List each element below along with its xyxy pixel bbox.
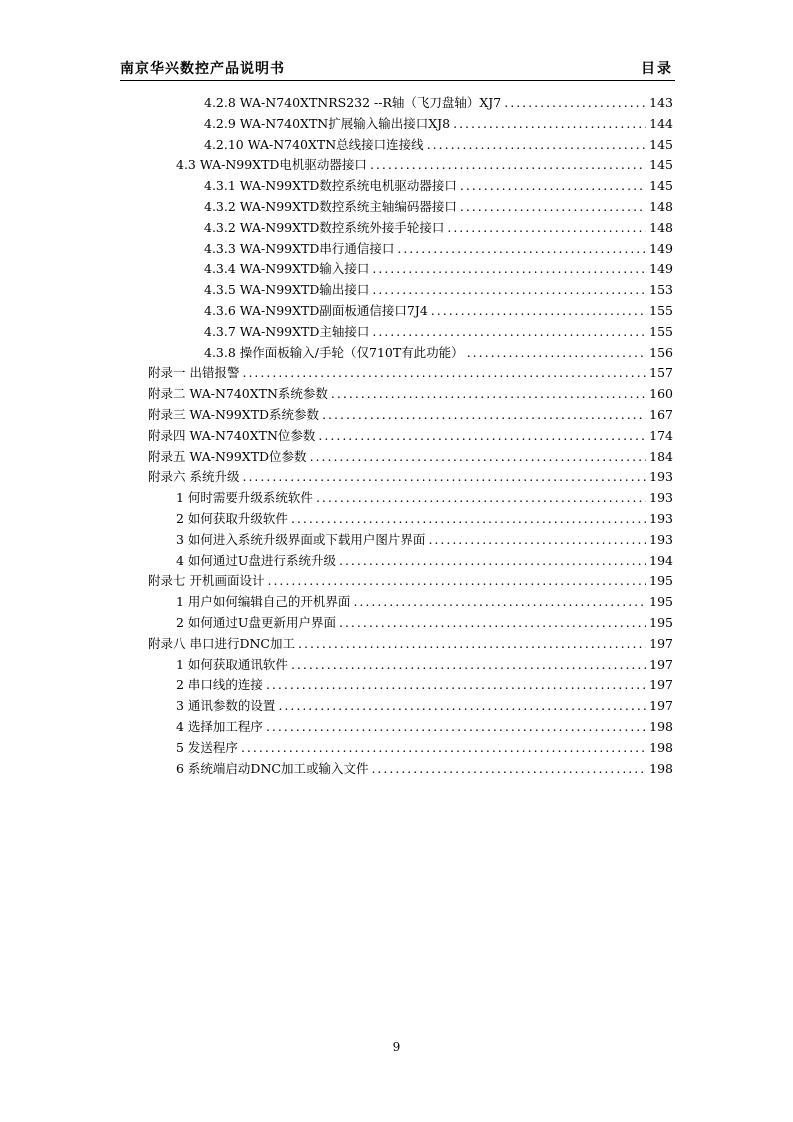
toc-dot-leader	[310, 447, 647, 467]
toc-entry-title: 3 如何进入系统升级界面或下载用户图片界面	[176, 531, 426, 547]
toc-entry[interactable]	[204, 280, 673, 300]
toc-dot-leader	[397, 239, 646, 259]
toc-entry[interactable]	[176, 655, 673, 675]
toc-dot-leader	[431, 301, 646, 321]
page-header	[120, 58, 675, 81]
toc-entry-page: 198	[649, 719, 673, 734]
toc-entry-title: 2 串口线的连接	[176, 677, 263, 693]
toc-dot-leader	[428, 530, 646, 550]
toc-entry[interactable]	[148, 363, 673, 383]
toc-entry-title: 4.3.2 WA-N99XTD数控系统外接手轮接口	[204, 219, 445, 235]
toc-entry-page: 195	[649, 594, 673, 610]
toc-entry[interactable]	[204, 239, 673, 259]
toc-entry-page: 155	[649, 303, 673, 318]
toc-entry-title: 4.2.10 WA-N740XTN总线接口连接线	[204, 136, 424, 152]
toc-entry-page: 197	[649, 698, 673, 714]
toc-dot-leader	[241, 738, 646, 758]
toc-entry-page: 193	[649, 511, 673, 526]
toc-entry-title: 4.3.6 WA-N99XTD副面板通信接口7J4	[204, 303, 428, 318]
toc-entry-page: 197	[649, 656, 673, 672]
toc-entry-title: 4.2.8 WA-N740XTNRS232 --R轴（飞刀盘轴）XJ7	[204, 95, 502, 110]
toc-entry[interactable]	[148, 447, 673, 467]
toc-entry-page: 195	[649, 615, 673, 630]
toc-dot-leader	[267, 571, 646, 591]
toc-entry-title: 附录六 系统升级	[148, 469, 240, 485]
toc-dot-leader	[372, 259, 646, 279]
toc-dot-leader	[298, 634, 646, 654]
toc-dot-leader	[467, 343, 646, 363]
toc-entry-page: 160	[649, 386, 673, 402]
toc-entry[interactable]	[204, 197, 673, 217]
toc-entry[interactable]	[148, 467, 673, 487]
toc-entry-title: 4.3.3 WA-N99XTD串行通信接口	[204, 240, 395, 256]
toc-entry-page: 144	[649, 115, 673, 131]
toc-entry-page: 167	[649, 407, 673, 422]
toc-entry-page: 149	[649, 240, 673, 256]
page-number: 9	[392, 1040, 401, 1054]
toc-entry-title: 4.3.1 WA-N99XTD数控系统电机驱动器接口	[204, 178, 457, 194]
toc-entry[interactable]	[204, 176, 673, 196]
toc-entry[interactable]	[176, 759, 673, 779]
toc-entry-title: 附录四 WA-N740XTN位参数	[148, 427, 316, 443]
toc-entry-title: 2 如何获取升级软件	[176, 511, 288, 526]
toc-entry[interactable]	[176, 155, 673, 175]
toc-entry[interactable]	[176, 675, 673, 695]
toc-dot-leader	[460, 176, 646, 196]
toc-dot-leader	[266, 717, 646, 737]
toc-entry-page: 148	[649, 199, 673, 214]
toc-entry-page: 149	[649, 261, 673, 277]
toc-dot-leader	[372, 280, 646, 300]
toc-entry[interactable]	[204, 93, 673, 113]
toc-entry-title: 4.3.5 WA-N99XTD输出接口	[204, 282, 370, 298]
toc-dot-leader	[339, 551, 646, 571]
toc-dot-leader	[242, 363, 646, 383]
toc-entry[interactable]	[148, 571, 673, 591]
toc-entry-page: 197	[649, 635, 673, 651]
toc-entry[interactable]	[176, 696, 673, 716]
toc-dot-leader	[291, 655, 646, 675]
toc-entry-page: 198	[649, 760, 673, 776]
toc-dot-leader	[242, 467, 646, 487]
toc-dot-leader	[371, 759, 646, 779]
toc-dot-leader	[339, 613, 646, 633]
toc-entry-page: 155	[649, 323, 673, 339]
toc-entry-title: 4.3 WA-N99XTD电机驱动器接口	[176, 157, 367, 173]
document-title: 南京华兴数控产品说明书	[120, 61, 285, 77]
toc-entry[interactable]	[176, 509, 673, 529]
toc-entry-title: 1 如何获取通讯软件	[176, 656, 288, 672]
toc-entry[interactable]	[176, 592, 673, 612]
toc-entry-title: 6 系统端启动DNC加工或输入文件	[176, 760, 369, 776]
toc-entry-page: 145	[649, 178, 673, 194]
toc-entry[interactable]	[148, 405, 673, 425]
toc-entry-page: 156	[649, 344, 673, 360]
toc-entry-title: 4.3.2 WA-N99XTD数控系统主轴编码器接口	[204, 199, 457, 214]
toc-dot-leader	[504, 93, 646, 113]
toc-entry-title: 1 用户如何编辑自己的开机界面	[176, 594, 351, 610]
toc-entry-page: 198	[649, 739, 673, 755]
toc-dot-leader	[453, 114, 646, 134]
toc-entry[interactable]	[148, 384, 673, 404]
toc-entry-page: 148	[649, 219, 673, 235]
toc-entry-title: 3 通讯参数的设置	[176, 698, 276, 714]
toc-entry-title: 5 发送程序	[176, 739, 238, 755]
toc-entry[interactable]	[176, 488, 673, 508]
toc-dot-leader	[370, 155, 646, 175]
toc-dot-leader	[460, 197, 646, 217]
toc-entry-page: 193	[649, 531, 673, 547]
toc-entry[interactable]	[204, 218, 673, 238]
toc-entry-title: 附录二 WA-N740XTN系统参数	[148, 386, 328, 402]
toc-entry[interactable]	[176, 551, 673, 571]
toc-entry-page: 145	[649, 157, 673, 173]
toc-entry-page: 157	[649, 365, 673, 381]
toc-dot-leader	[322, 405, 646, 425]
toc-entry[interactable]	[204, 114, 673, 134]
toc-entry-title: 4.3.8 操作面板输入/手轮（仅710T有此功能）	[204, 344, 464, 360]
toc-entry-page: 184	[649, 448, 673, 464]
toc-dot-leader	[266, 675, 646, 695]
toc-entry-title: 附录一 出错报警	[148, 365, 240, 381]
toc-entry[interactable]	[204, 259, 673, 279]
toc-dot-leader	[372, 322, 646, 342]
toc-entry-page: 145	[649, 136, 673, 152]
toc-entry[interactable]	[204, 301, 673, 321]
toc-entry-title: 4 如何通过U盘进行系统升级	[176, 552, 336, 568]
toc-entry[interactable]	[148, 634, 673, 654]
toc-entry[interactable]	[204, 343, 673, 363]
toc-entry-page: 143	[649, 95, 673, 110]
toc-dot-leader	[447, 218, 646, 238]
toc-entry[interactable]	[148, 426, 673, 446]
toc-dot-leader	[353, 592, 646, 612]
toc-entry-title: 4 选择加工程序	[176, 719, 263, 734]
toc-entry-page: 197	[649, 677, 673, 693]
toc-entry[interactable]	[176, 530, 673, 550]
toc-dot-leader	[278, 696, 646, 716]
toc-entry-page: 193	[649, 490, 673, 506]
toc-dot-leader	[427, 135, 646, 155]
toc-entry-title: 附录七 开机画面设计	[148, 573, 265, 589]
toc-entry-title: 2 如何通过U盘更新用户界面	[176, 615, 336, 630]
toc-entry-page: 193	[649, 469, 673, 485]
toc-entry[interactable]	[176, 738, 673, 758]
section-title: 目录	[641, 61, 673, 77]
toc-entry-page: 174	[649, 427, 673, 443]
toc-entry-title: 附录三 WA-N99XTD系统参数	[148, 407, 320, 422]
toc-dot-leader	[331, 384, 646, 404]
toc-entry-title: 4.3.4 WA-N99XTD输入接口	[204, 261, 370, 277]
toc-entry[interactable]	[176, 717, 673, 737]
toc-entry[interactable]	[204, 322, 673, 342]
toc-dot-leader	[316, 488, 646, 508]
toc-entry[interactable]	[204, 135, 673, 155]
toc-entry-title: 1 何时需要升级系统软件	[176, 490, 313, 506]
toc-entry-title: 4.3.7 WA-N99XTD主轴接口	[204, 323, 370, 339]
toc-dot-leader	[291, 509, 646, 529]
toc-entry-page: 195	[649, 573, 673, 589]
toc-dot-leader	[318, 426, 646, 446]
toc-entry[interactable]	[176, 613, 673, 633]
toc-entry-page: 153	[649, 282, 673, 298]
toc-entry-title: 附录五 WA-N99XTD位参数	[148, 448, 307, 464]
toc-entry-title: 4.2.9 WA-N740XTN扩展输入输出接口XJ8	[204, 115, 451, 131]
toc-entry-title: 附录八 串口进行DNC加工	[148, 635, 295, 651]
toc-entry-page: 194	[649, 552, 673, 568]
